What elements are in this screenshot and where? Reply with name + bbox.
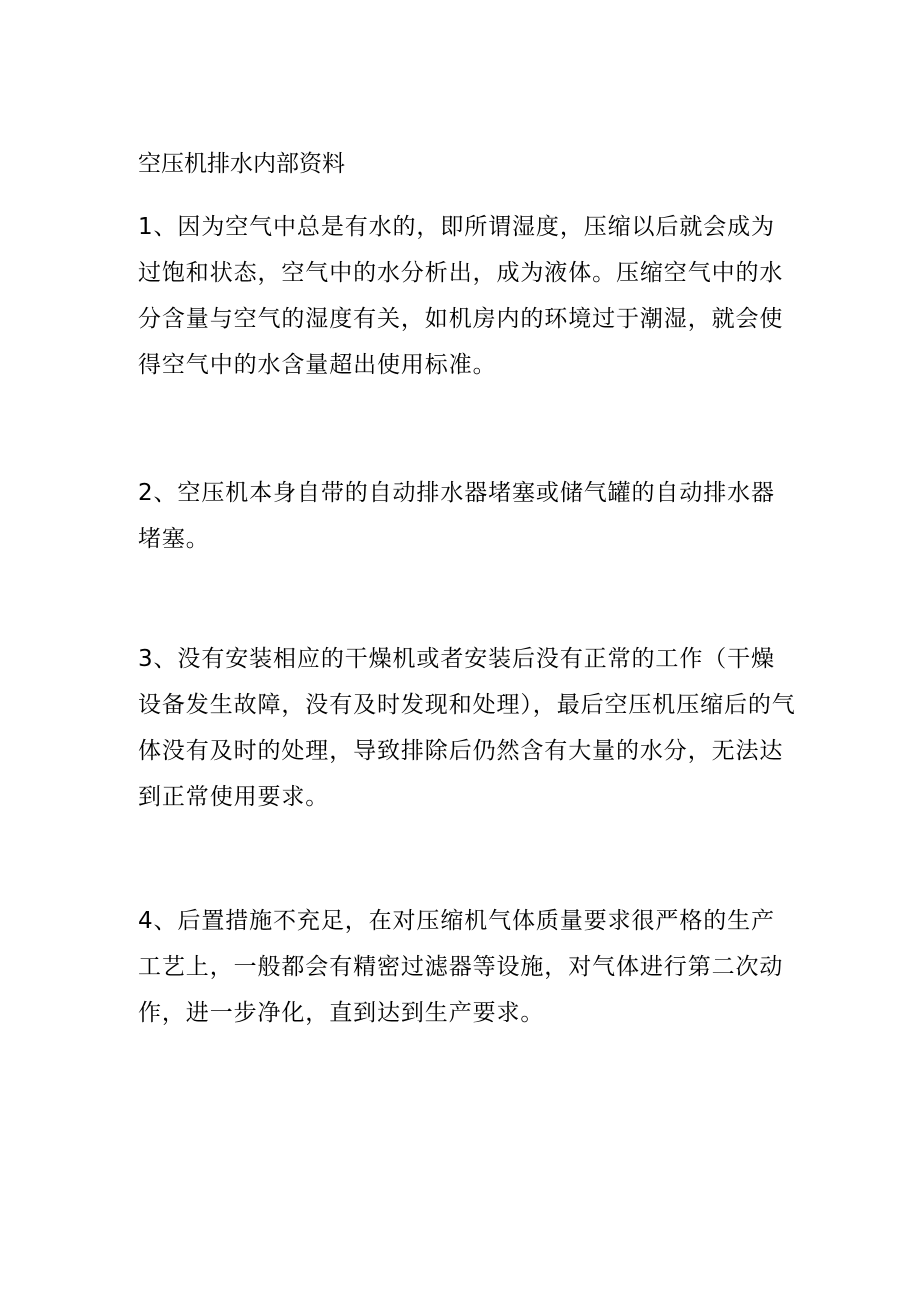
paragraph-4: 4、后置措施不充足，在对压缩机气体质量要求很严格的生产工艺上，一般都会有精密过滤器等设施，对气体进行第二次动作，进一步净化，直到达到生产要求。 <box>138 908 784 1026</box>
paragraph-3: 3、没有安装相应的干燥机或者安装后没有正常的工作（干燥设备发生故障，没有及时发现和处理），最后空压机压缩后的气体没有及时的处理，导致排除后仍然含有大量的水分，无法达到正常使用要求。 <box>138 646 796 810</box>
paragraph-2: 2、空压机本身自带的自动排水器堵塞或储气罐的自动排水器堵塞。 <box>138 480 775 552</box>
paragraph-1: 1、因为空气中总是有水的，即所谓湿度，压缩以后就会成为过饱和状态，空气中的水分析出，成为液体。压缩空气中的水分含量与空气的湿度有关，如机房内的环境过于潮湿，就会使得空气中的水含量超出使用标准。 <box>138 214 784 378</box>
document-title: 空压机排水内部资料 <box>138 151 345 177</box>
